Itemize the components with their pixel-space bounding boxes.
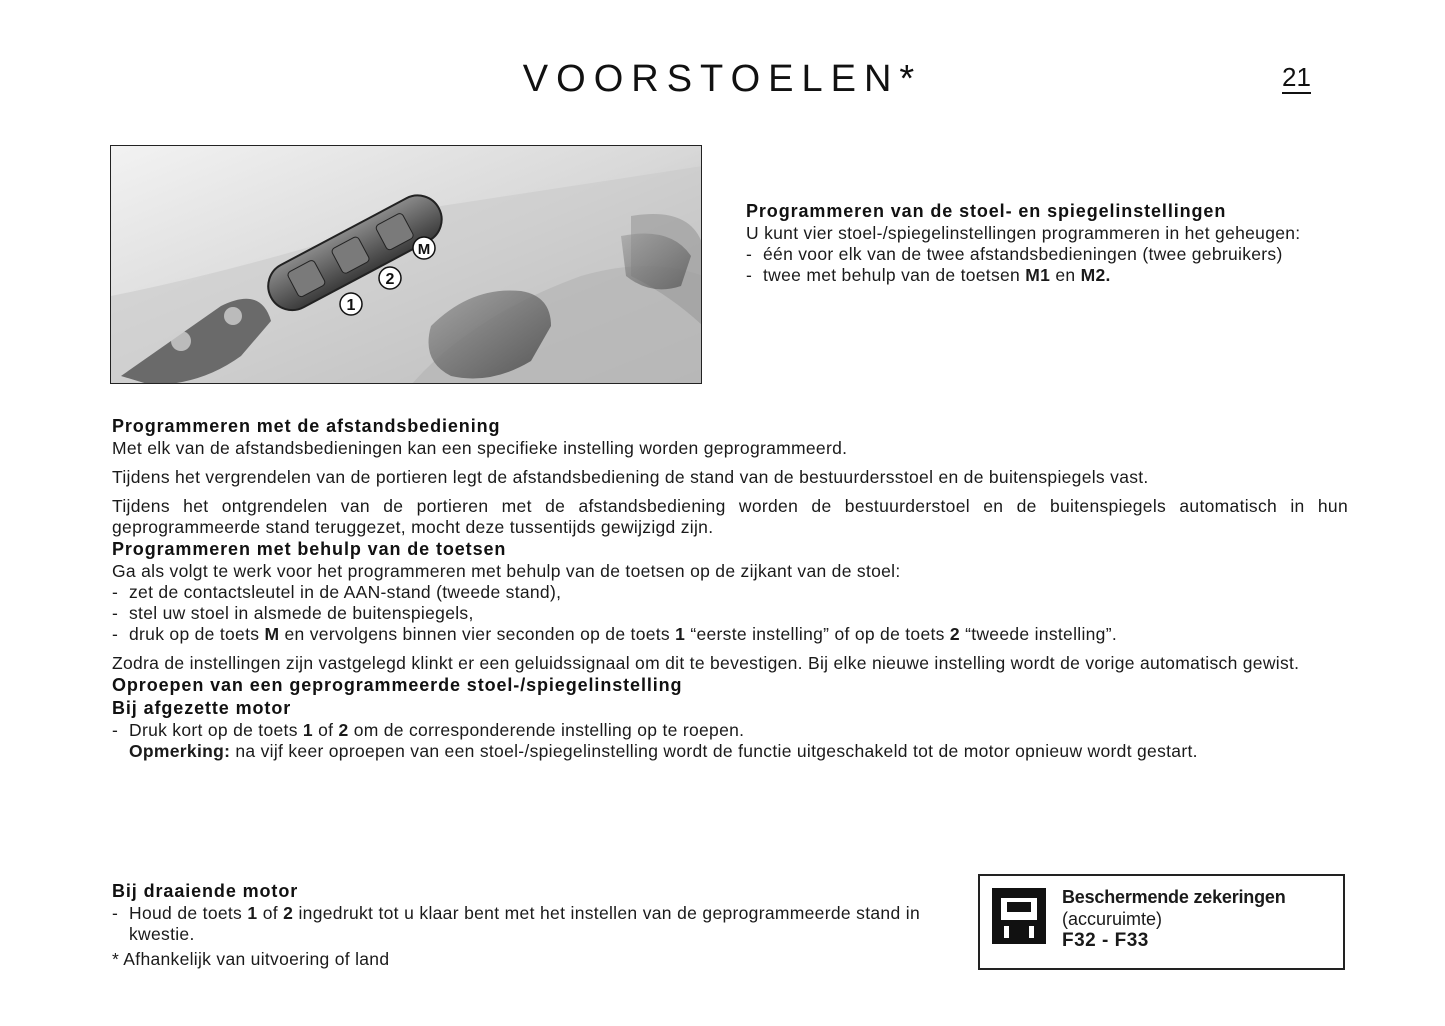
key-1: 1	[675, 624, 686, 644]
note-text: na vijf keer oproepen van een stoel-/spiegelinstelling wordt de functie uitgeschakeld tot de motor opnieuw wordt gestart.	[230, 741, 1198, 761]
text-span: of	[312, 720, 339, 740]
text-span: om de corresponderende instelling op te roepen.	[348, 720, 745, 740]
fuse-location: (accuruimte)	[1062, 909, 1163, 929]
key-1: 1	[247, 903, 258, 923]
heading-recall: Oproepen van een geprogrammeerde stoel-/spiegelinstelling	[112, 675, 683, 695]
text-span: Druk kort op de toets	[129, 720, 303, 740]
right-column	[746, 200, 1348, 286]
text-span: “tweede instelling”.	[959, 624, 1117, 644]
engine-off-list	[112, 720, 1348, 741]
list-item	[112, 624, 1348, 645]
fuse-info-box	[978, 874, 1345, 970]
right-intro: U kunt vier stoel-/spiegelinstellingen programmeren in het geheugen:	[746, 223, 1301, 243]
heading-programming-settings: Programmeren van de stoel- en spiegelinstellingen	[746, 201, 1227, 221]
text-span: of	[257, 903, 284, 923]
fuse-icon	[992, 888, 1046, 944]
key-2: 2	[338, 720, 349, 740]
key-1: 1	[302, 720, 313, 740]
callout-m	[413, 237, 435, 259]
paragraph: Met elk van de afstandsbedieningen kan een specifieke instelling worden geprogrammeerd.	[112, 438, 848, 458]
buttons-list	[112, 582, 1348, 645]
list-item	[112, 903, 920, 945]
bottom-text	[112, 880, 920, 970]
list-item: - stel uw stoel in alsmede de buitenspiegels,	[112, 603, 1348, 624]
text-span: “eerste instelling” of op de toets	[685, 624, 950, 644]
note	[112, 741, 1348, 762]
list-item: - zet de contactsleutel in de AAN-stand (tweede stand),	[112, 582, 1348, 603]
text-span: druk op de toets	[129, 624, 265, 644]
text-span: en	[1050, 265, 1081, 285]
text-span: twee met behulp van de toetsen	[763, 265, 1026, 285]
text-span: Houd de toets	[129, 903, 248, 923]
right-list	[746, 244, 1348, 286]
fuse-text	[1062, 886, 1286, 952]
paragraph: Zodra de instellingen zijn vastgelegd klinkt er een geluidssignaal om dit te bevestigen. Bij elke nieuwe instelling wordt de vorige automatisch gewist.	[112, 653, 1300, 673]
paragraph: Tijdens het ontgrendelen van de portieren met de afstandsbediening worden de bestuurderstoel en de buitenspiegels automatisch in hun geprogrammeerde stand teruggezet, mocht deze tussentijds gewijzigd zijn.	[112, 496, 1348, 537]
subheading-engine-off: Bij afgezette motor	[112, 698, 292, 718]
list-item: - één voor elk van de twee afstandsbedieningen (twee gebruikers)	[746, 244, 1348, 265]
key-m: M	[264, 624, 280, 644]
text-span: ingedrukt tot u klaar bent met het instellen van de geprogrammeerde stand in kwestie.	[129, 903, 920, 944]
list-item	[746, 265, 1348, 286]
text-span: en vervolgens binnen vier seconden op de toets	[279, 624, 676, 644]
key-m1: M1	[1025, 265, 1051, 285]
subheading-engine-running: Bij draaiende motor	[112, 881, 299, 901]
footnote: * Afhankelijk van uitvoering of land	[112, 949, 390, 969]
note-label: Opmerking:	[129, 741, 231, 761]
engine-running-list	[112, 903, 920, 945]
callout-1	[340, 293, 362, 315]
key-2: 2	[949, 624, 960, 644]
main-text	[112, 415, 1348, 770]
paragraph: Tijdens het vergrendelen van de portieren legt de afstandsbediening de stand van de bestuurdersstoel en de buitenspiegels vast.	[112, 467, 1149, 487]
page-title: VOORSTOELEN*	[522, 58, 923, 100]
seat-memory-photo	[110, 145, 702, 384]
heading-remote: Programmeren met de afstandsbediening	[112, 416, 501, 436]
list-item	[112, 720, 1348, 741]
paragraph: Ga als volgt te werk voor het programmeren met behulp van de toetsen op de zijkant van de stoel:	[112, 561, 901, 581]
callout-2	[379, 267, 401, 289]
key-2: 2	[283, 903, 294, 923]
fuse-numbers: F32 - F33	[1062, 930, 1149, 951]
heading-buttons: Programmeren met behulp van de toetsen	[112, 539, 507, 559]
callout-m-label: M	[417, 241, 431, 258]
page-number: 21	[1282, 62, 1311, 92]
callout-1-label: 1	[346, 297, 356, 314]
fuse-title: Beschermende zekeringen	[1062, 887, 1286, 907]
callout-2-label: 2	[385, 271, 395, 288]
key-m2: M2.	[1080, 265, 1111, 285]
